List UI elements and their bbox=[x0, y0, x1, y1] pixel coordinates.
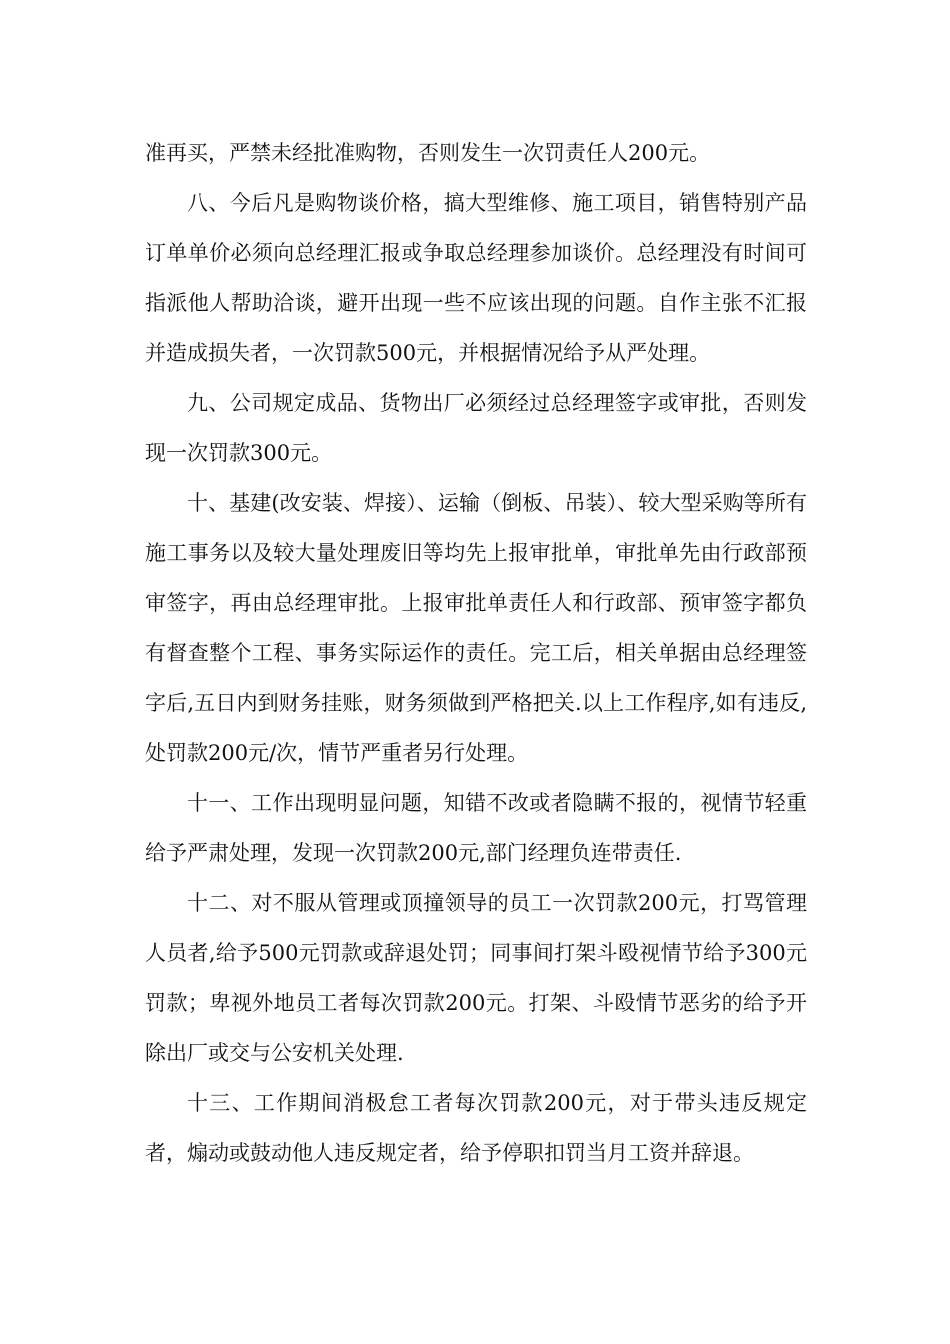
paragraph-item-13: 十三、工作期间消极怠工者每次罚款200元，对于带头违反规定者，煽动或鼓动他人违反规定者，给予停职扣罚当月工资并辞退。 bbox=[145, 1091, 807, 1165]
paragraph-item-12: 十二、对不服从管理或顶撞领导的员工一次罚款200元，打骂管理人员者,给予500元罚款或辞退处罚；同事间打架斗殴视情节给予300元罚款；卑视外地员工者每次罚款200元。打架、斗殴情节恶劣的给予开除出厂或交与公安机关处理. bbox=[145, 891, 807, 1065]
paragraph-item-9: 九、公司规定成品、货物出厂必须经过总经理签字或审批，否则发现一次罚款300元。 bbox=[145, 391, 807, 465]
document-body bbox=[145, 128, 807, 1178]
paragraph-item-10: 十、基建(改安装、焊接）、运输（倒板、吊装）、较大型采购等所有施工事务以及较大量处理废旧等均先上报审批单，审批单先由行政部预审签字，再由总经理审批。上报审批单责任人和行政部、预审签字都负有督查整个工程、事务实际运作的责任。完工后，相关单据由总经理签字后,五日内到财务挂账，财务须做到严格把关.以上工作程序,如有违反,处罚款200元/次，情节严重者另行处理。 bbox=[145, 491, 807, 765]
paragraph-continuation: 准再买，严禁未经批准购物，否则发生一次罚责任人200元。 bbox=[145, 141, 711, 165]
paragraph-item-11: 十一、工作出现明显问题，知错不改或者隐瞒不报的，视情节轻重给予严肃处理，发现一次罚款200元,部门经理负连带责任. bbox=[145, 791, 807, 865]
paragraph-item-8: 八、今后凡是购物谈价格，搞大型维修、施工项目，销售特别产品订单单价必须向总经理汇报或争取总经理参加谈价。总经理没有时间可指派他人帮助洽谈，避开出现一些不应该出现的问题。自作主张不汇报并造成损失者，一次罚款500元，并根据情况给予从严处理。 bbox=[145, 191, 807, 365]
